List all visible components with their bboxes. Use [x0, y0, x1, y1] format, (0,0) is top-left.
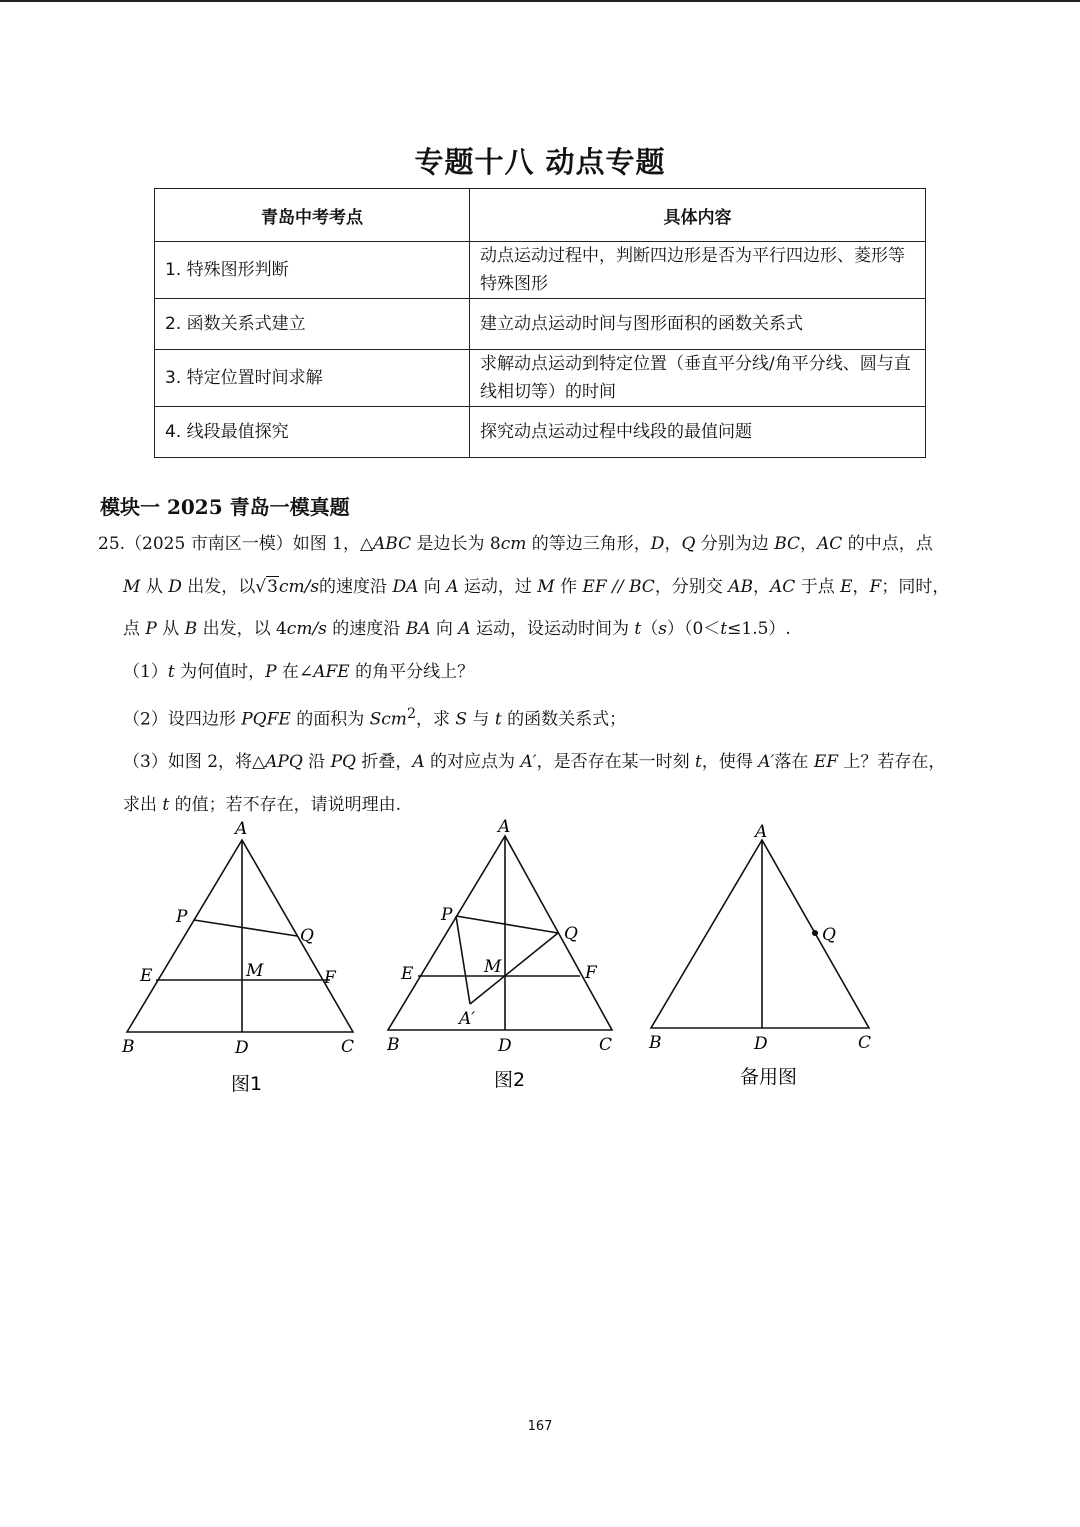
problem-statement-line-1: 25.（2025 市南区一模）如图 1，△ABC 是边长为 8cm 的等边三角形，D，Q 分别为边 BC，AC 的中点，点 [98, 534, 933, 554]
table-cell-topic: 3. 特定位置时间求解 [155, 350, 470, 407]
top-border-line [0, 0, 1080, 2]
label-a: A [235, 819, 248, 839]
label-e: E [401, 964, 414, 984]
label-c: C [341, 1037, 355, 1057]
label-m: M [246, 961, 264, 981]
figure-spare-caption: 备用图 [740, 1066, 798, 1088]
label-b: B [122, 1037, 135, 1057]
label-f: F [324, 968, 336, 988]
geometry-figures [0, 810, 1080, 1110]
table-cell-content: 探究动点运动过程中线段的最值问题 [470, 407, 926, 458]
label-a: A [498, 817, 511, 837]
label-q: Q [300, 926, 314, 946]
label-f: F [585, 963, 597, 983]
module-heading: 模块一 2025 青岛一模真题 [100, 495, 350, 519]
table-cell-topic: 4. 线段最值探究 [155, 407, 470, 458]
table-row [155, 407, 926, 458]
label-c: C [599, 1035, 613, 1055]
label-b: B [387, 1035, 400, 1055]
problem-25 [98, 523, 988, 826]
table-header-row [155, 189, 926, 242]
problem-statement-line-2: M 从 D 出发，以√3cm/s的速度沿 DA 向 A 运动，过 M 作 EF // BC，分别交 AB，AC 于点 E，F；同时， [123, 576, 950, 597]
problem-statement-line-3: 点 P 从 B 出发，以 4cm/s 的速度沿 BA 向 A 运动，设运动时间为 t（s）（0＜t≤1.5）. [123, 619, 791, 639]
topics-table [154, 188, 926, 458]
point-q-dot [812, 930, 818, 936]
table-row [155, 350, 926, 407]
figure-spare [651, 840, 869, 1028]
question-3-continued: 求出 t 的值；若不存在，请说明理由. [123, 794, 402, 815]
label-p: P [176, 907, 188, 927]
label-q: Q [822, 925, 836, 945]
figure-1-caption: 图1 [231, 1073, 263, 1095]
triangle-abc [388, 836, 612, 1030]
question-2: （2）设四边形 PQFE 的面积为 Scm$^2$，求 S 与 t 的函数关系式； [123, 706, 627, 730]
segment-pa-prime [456, 916, 470, 1004]
label-p: P [441, 905, 453, 925]
figure-2 [388, 836, 612, 1030]
page-title: 专题十八 动点专题 [414, 145, 666, 179]
question-1: （1）t 为何值时，P 在∠AFE 的角平分线上？ [123, 661, 475, 682]
table-cell-content: 动点运动过程中，判断四边形是否为平行四边形、菱形等特殊图形 [470, 242, 926, 299]
figure-1 [127, 840, 353, 1032]
table-cell-topic: 2. 函数关系式建立 [155, 299, 470, 350]
triangle-abc [127, 840, 353, 1032]
label-c: C [858, 1033, 872, 1053]
triangle-abc [651, 840, 869, 1028]
table-header-topic: 青岛中考考点 [155, 189, 470, 242]
segment-pq [456, 916, 558, 933]
label-d: D [754, 1034, 768, 1054]
question-3: （3）如图 2，将△APQ 沿 PQ 折叠，A 的对应点为 A′，是否存在某一时刻 t，使得 A′落在 EF 上？若存在， [123, 752, 946, 773]
table-row [155, 242, 926, 299]
table-cell-content: 求解动点运动到特定位置（垂直平分线/角平分线、圆与直线相切等）的时间 [470, 350, 926, 407]
table-row [155, 299, 926, 350]
label-d: D [235, 1038, 249, 1058]
label-a-prime: A′ [459, 1009, 476, 1029]
page-number: 167 [527, 1419, 553, 1434]
segment-pq [194, 920, 297, 936]
label-e: E [140, 966, 153, 986]
label-a: A [755, 822, 768, 842]
table-cell-content: 建立动点运动时间与图形面积的函数关系式 [470, 299, 926, 350]
figure-2-caption: 图2 [494, 1069, 526, 1091]
label-m: M [484, 957, 502, 977]
table-header-content: 具体内容 [470, 189, 926, 242]
sqrt-symbol: √ [255, 576, 267, 597]
label-b: B [649, 1033, 662, 1053]
label-d: D [498, 1036, 512, 1056]
table-cell-topic: 1. 特殊图形判断 [155, 242, 470, 299]
label-q: Q [564, 924, 578, 944]
